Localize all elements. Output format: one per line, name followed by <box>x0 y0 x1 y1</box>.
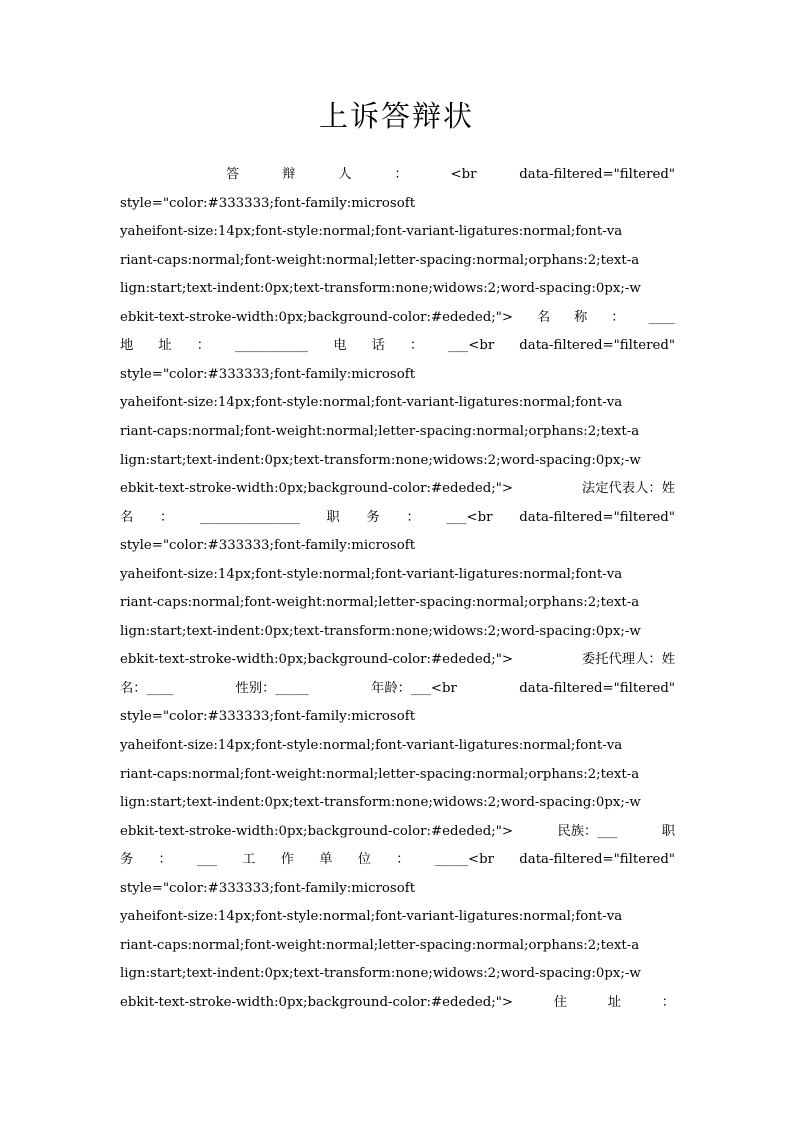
text-line <box>120 879 675 899</box>
text-segment: ： <box>394 167 408 182</box>
text-segment: riant-caps:normal;font-weight:normal;letter-spacing:normal;orphans:2;text-a <box>120 424 640 439</box>
text-segment: ： <box>661 995 675 1010</box>
text-segment: ___________ <box>235 338 309 353</box>
text-line <box>120 565 675 585</box>
text-line <box>120 964 675 984</box>
text-segment: 年龄：___<br <box>371 681 457 696</box>
text-line <box>120 936 675 956</box>
text-segment: style="color:#333333;font-family:microsoft <box>120 538 416 553</box>
text-line <box>120 422 675 442</box>
text-line <box>120 451 675 471</box>
text-line <box>120 279 675 299</box>
text-segment: style="color:#333333;font-family:microsoft <box>120 367 416 382</box>
text-segment: 址 <box>607 995 621 1010</box>
text-segment: ebkit-text-stroke-width:0px;background-color:#ededed;"> <box>120 481 514 496</box>
text-line <box>120 707 675 727</box>
text-segment: 职 <box>661 824 675 839</box>
text-segment: 辩 <box>282 167 296 182</box>
text-segment: 位 <box>357 852 372 867</box>
text-segment: ____ <box>648 310 675 325</box>
text-segment: ： <box>160 510 174 525</box>
text-segment: 务 <box>120 852 134 867</box>
text-segment: ： <box>158 852 172 867</box>
text-segment: data-filtered="filtered" <box>519 167 675 182</box>
text-line <box>120 793 675 813</box>
text-segment: data-filtered="filtered" <box>519 852 675 867</box>
text-segment: ___<br <box>448 338 495 353</box>
text-segment: 职 <box>326 510 340 525</box>
text-segment: 单 <box>319 852 333 867</box>
text-segment: style="color:#333333;font-family:microsoft <box>120 709 416 724</box>
text-segment: 工 <box>242 852 256 867</box>
text-segment: 人 <box>338 167 352 182</box>
text-segment: lign:start;text-indent:0px;text-transform:none;widows:2;word-spacing:0px;-w <box>120 453 641 468</box>
text-line <box>120 536 675 556</box>
text-segment: yaheifont-size:14px;font-style:normal;font-variant-ligatures:normal;font-va <box>120 738 623 753</box>
text-segment: ： <box>409 338 424 353</box>
text-segment: yaheifont-size:14px;font-style:normal;font-variant-ligatures:normal;font-va <box>120 567 623 582</box>
text-segment: ___<br <box>446 510 493 525</box>
text-segment: lign:start;text-indent:0px;text-transform:none;widows:2;word-spacing:0px;-w <box>120 624 641 639</box>
text-segment: ___ <box>197 852 217 867</box>
text-line <box>120 251 675 271</box>
text-segment: lign:start;text-indent:0px;text-transform:none;widows:2;word-spacing:0px;-w <box>120 966 641 981</box>
text-segment: data-filtered="filtered" <box>519 681 675 696</box>
text-line <box>120 650 675 670</box>
text-segment: yaheifont-size:14px;font-style:normal;font-variant-ligatures:normal;font-va <box>120 395 623 410</box>
text-segment: 地 <box>120 338 134 353</box>
text-line <box>120 622 675 642</box>
text-segment: riant-caps:normal;font-weight:normal;letter-spacing:normal;orphans:2;text-a <box>120 253 640 268</box>
text-segment: yaheifont-size:14px;font-style:normal;font-variant-ligatures:normal;font-va <box>120 909 623 924</box>
text-segment: ： <box>196 338 210 353</box>
text-segment: 名 <box>536 310 551 325</box>
text-line <box>120 508 675 528</box>
text-line <box>120 736 675 756</box>
text-segment: 址 <box>158 338 172 353</box>
text-line <box>120 765 675 785</box>
text-segment: ebkit-text-stroke-width:0px;background-color:#ededed;"> <box>120 652 514 667</box>
text-segment: 名 <box>120 510 134 525</box>
text-segment: style="color:#333333;font-family:microsoft <box>120 881 416 896</box>
text-segment: ： <box>406 510 420 525</box>
text-line <box>120 194 675 214</box>
text-segment: 性别：_____ <box>235 681 309 696</box>
text-segment: _____<br <box>434 852 495 867</box>
text-line <box>120 222 675 242</box>
text-segment: ： <box>611 310 625 325</box>
text-segment: riant-caps:normal;font-weight:normal;letter-spacing:normal;orphans:2;text-a <box>120 595 640 610</box>
text-segment: data-filtered="filtered" <box>519 510 675 525</box>
text-segment: 答 <box>226 167 240 182</box>
text-line <box>120 593 675 613</box>
text-segment: 务 <box>366 510 380 525</box>
text-segment: 住 <box>553 995 568 1010</box>
text-segment: 法定代表人：姓 <box>581 481 675 496</box>
text-segment: ebkit-text-stroke-width:0px;background-color:#ededed;"> <box>120 824 514 839</box>
text-segment: riant-caps:normal;font-weight:normal;letter-spacing:normal;orphans:2;text-a <box>120 767 640 782</box>
text-segment: 民族：___ <box>557 824 618 839</box>
document-title: 上诉答辩状 <box>318 99 474 133</box>
text-segment: 作 <box>280 852 295 867</box>
text-line <box>120 393 675 413</box>
text-line <box>120 993 675 1013</box>
text-segment: 话 <box>371 338 385 353</box>
text-segment: ： <box>396 852 410 867</box>
text-line <box>120 822 675 842</box>
text-line <box>120 365 675 385</box>
text-line <box>120 336 675 356</box>
text-segment: yaheifont-size:14px;font-style:normal;font-variant-ligatures:normal;font-va <box>120 224 623 239</box>
text-segment: 电 <box>333 338 347 353</box>
text-segment: lign:start;text-indent:0px;text-transform:none;widows:2;word-spacing:0px;-w <box>120 281 641 296</box>
text-line <box>120 907 675 927</box>
text-segment: lign:start;text-indent:0px;text-transform:none;widows:2;word-spacing:0px;-w <box>120 795 641 810</box>
text-line <box>120 308 675 328</box>
text-segment: data-filtered="filtered" <box>519 338 675 353</box>
text-segment: style="color:#333333;font-family:microsoft <box>120 196 416 211</box>
text-segment: riant-caps:normal;font-weight:normal;letter-spacing:normal;orphans:2;text-a <box>120 938 640 953</box>
text-line <box>120 850 675 870</box>
text-segment: <br <box>450 167 477 182</box>
text-segment: ebkit-text-stroke-width:0px;background-color:#ededed;"> <box>120 310 514 325</box>
text-line <box>120 479 675 499</box>
text-segment: 称 <box>574 310 588 325</box>
text-segment: 名：____ <box>120 681 174 696</box>
text-segment: _______________ <box>200 510 300 525</box>
text-line <box>120 679 675 699</box>
text-segment: ebkit-text-stroke-width:0px;background-color:#ededed;"> <box>120 995 514 1010</box>
text-segment: 委托代理人：姓 <box>581 652 675 667</box>
text-line <box>226 165 675 185</box>
